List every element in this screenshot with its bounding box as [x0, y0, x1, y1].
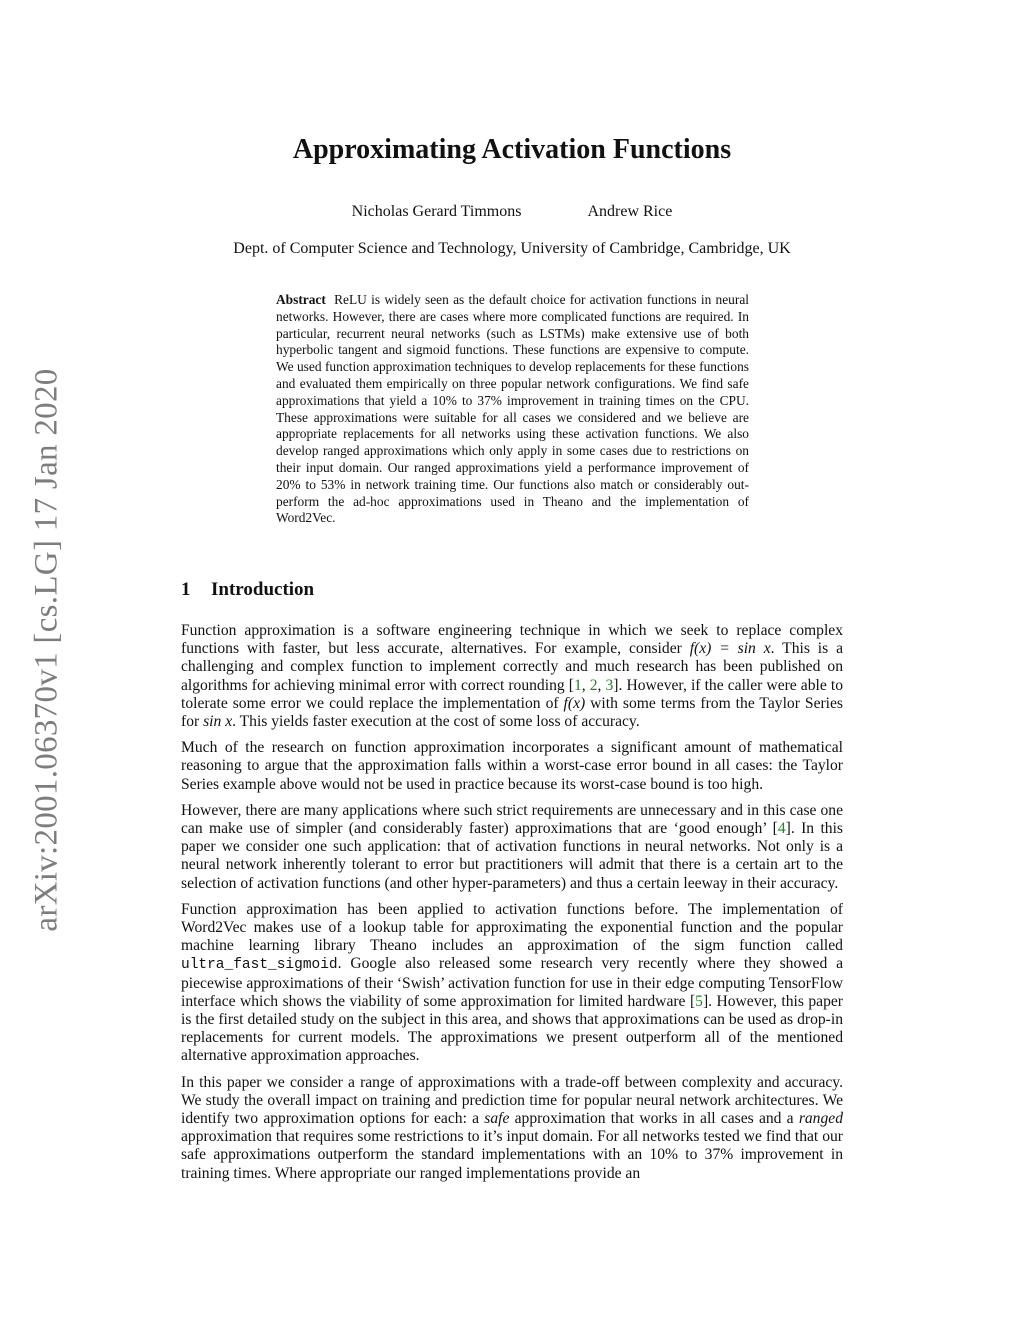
citation-link[interactable]: 1: [573, 676, 582, 694]
author-list: [0, 203, 1024, 221]
emphasis: ranged: [798, 1110, 843, 1128]
citation-link[interactable]: 3: [605, 676, 614, 694]
math-inline: f(x): [563, 694, 586, 712]
paragraph: Function approximation is a software engineering technique in which we seek to replace complex functions with faster, but less accurate, alternatives. For example, consider f(x) = sin x. This is a challenging and complex function to implement correctly and much research has been published on algorithms for achieving minimal error with correct rounding [1, 2, 3]. However, if the caller were able to tolerate some error we could replace the implementation of f(x) with some terms from the Taylor Series for sin x. This yields faster execution at the cost of some loss of accuracy.: [181, 622, 844, 731]
paper-title: Approximating Activation Functions: [292, 134, 732, 165]
paragraph: Much of the research on function approximation incorporates a significant amount of mathematical reasoning to argue that the approximation falls within a worst-case error bound in all cases: the Taylor Series example above would not be used in practice because its worst-case bound is too high.: [181, 739, 843, 793]
abstract-text: ReLU is widely seen as the default choice for activation functions in neural networks. However, there are cases where more complicated functions are required. In particular, recurrent neural networks (such as LSTMs) make extensive use of both hyperbolic tangent and sigmoid functions. These functions are expensive to compute. We used function approximation techniques to develop replacements for these functions and evaluated them empirically on three popular network configurations. We find safe approximations that yield a 10% to 37% improvement in training times on the CPU. These approximations were suitable for all cases we considered and we believe are appropriate replacements for all networks using these activation functions. We also develop ranged approximations which only apply in some cases due to restrictions on their input domain. Our ranged approximations yield a performance improvement of 20% to 53% in network training time. Our functions also match or considerably out-perform the ad-hoc approximations used in Theano and the implementation of Word2Vec.: [276, 292, 749, 526]
author-name: Andrew Rice: [587, 203, 673, 220]
paragraph: In this paper we consider a range of approximations with a trade-off between complexity and accuracy. We study the overall impact on training and prediction time for popular neural network architectures. We identify two approximation options for each: a safe approximation that works in all cases and a ranged approximation that requires some restrictions to it’s input domain. For all networks tested we find that our safe approximations outperform the standard implementations with an 10% to 37% improvement in training times. Where appropriate our ranged implementations provide an: [181, 1073, 843, 1182]
math-inline: sigm: [694, 937, 725, 955]
code-inline: ultra_fast_sigmoid: [181, 957, 338, 974]
body-text: [181, 622, 843, 1191]
section-number: 1: [181, 579, 191, 600]
math-inline: f(x) = sin x: [689, 640, 771, 658]
affiliation: Dept. of Computer Science and Technology, University of Cambridge, Cambridge, UK: [233, 240, 791, 257]
citation-link[interactable]: 2: [589, 676, 598, 694]
math-inline: sin x: [203, 713, 233, 731]
author-name: Nicholas Gerard Timmons: [351, 203, 522, 220]
section-title: Introduction: [211, 579, 315, 600]
emphasis: safe: [484, 1110, 510, 1128]
arxiv-identifier-stamp: arXiv:2001.06370v1 [cs.LG] 17 Jan 2020: [28, 368, 65, 932]
citation-link[interactable]: 5: [695, 992, 703, 1010]
abstract: [276, 292, 749, 527]
abstract-label: Abstract: [276, 292, 326, 307]
paragraph: Function approximation has been applied to activation functions before. The implementation of Word2Vec makes use of a lookup table for approximating the exponential function and the popular machine learning library Theano includes an approximation of the sigm function called ultra_fast_sigmoid. Google also released some research very recently where they showed a piecewise approximations of their ‘Swish’ activation function for use in their edge computing TensorFlow interface which shows the viability of some approximation for limited hardware [5]. However, this paper is the first detailed study on the subject in this area, and shows that approximations can be used as drop-in replacements for current models. The approximations we present outperform all of the mentioned alternative approximation approaches.: [181, 900, 843, 1065]
citation-link[interactable]: 4: [777, 820, 786, 838]
paragraph: However, there are many applications where such strict requirements are unnecessary and in this case one can make use of simpler (and considerably faster) approximations that are ‘good enough’ [4]. In this paper we consider one such application: that of activation functions in neural networks. Not only is a neural network inherently tolerant to error but practitioners will admit that there is a certain art to the selection of activation functions (and other hyper-parameters) and thus a certain leeway in their accuracy.: [181, 801, 843, 892]
section-heading: [181, 579, 314, 601]
